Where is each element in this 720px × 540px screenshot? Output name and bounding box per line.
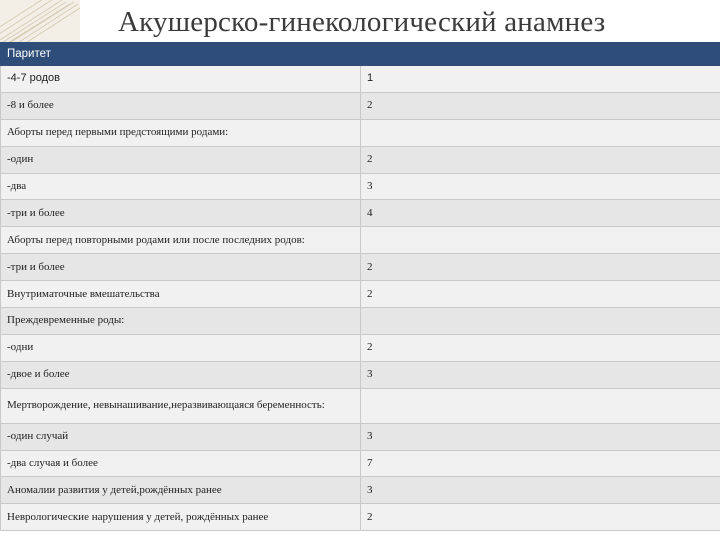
row-score: 7 xyxy=(361,450,720,477)
row-score: 3 xyxy=(361,361,720,388)
table-row xyxy=(1,92,720,119)
row-label: -три и более xyxy=(1,254,361,281)
table-row xyxy=(1,504,720,531)
corner-decoration xyxy=(0,0,80,42)
row-score: 1 xyxy=(361,66,720,93)
row-score: 3 xyxy=(361,423,720,450)
row-score: 2 xyxy=(361,504,720,531)
row-label: Неврологические нарушения у детей, рождённых ранее xyxy=(1,504,361,531)
row-label: -8 и более xyxy=(1,92,361,119)
score-table xyxy=(0,42,720,531)
row-score: 2 xyxy=(361,334,720,361)
row-label: -один xyxy=(1,146,361,173)
row-score xyxy=(361,227,720,254)
table-row xyxy=(1,423,720,450)
table-row xyxy=(1,200,720,227)
row-score: 2 xyxy=(361,92,720,119)
row-score xyxy=(361,308,720,335)
table-row xyxy=(1,361,720,388)
table-row xyxy=(1,119,720,146)
table-header-row xyxy=(1,43,720,66)
row-label: -одни xyxy=(1,334,361,361)
table-row xyxy=(1,66,720,93)
row-score xyxy=(361,388,720,423)
table-row xyxy=(1,308,720,335)
table-row xyxy=(1,254,720,281)
row-score: 2 xyxy=(361,281,720,308)
row-score: 3 xyxy=(361,477,720,504)
table-header: Паритет xyxy=(1,43,720,66)
row-score xyxy=(361,119,720,146)
row-label: -два случая и более xyxy=(1,450,361,477)
table-row xyxy=(1,477,720,504)
row-label: Преждевременные роды: xyxy=(1,308,361,335)
table-row xyxy=(1,388,720,423)
row-score: 3 xyxy=(361,173,720,200)
row-label: Аномалии развития у детей,рождённых ранее xyxy=(1,477,361,504)
row-label: Аборты перед первыми предстоящими родами: xyxy=(1,119,361,146)
row-score: 2 xyxy=(361,146,720,173)
row-label: Мертворождение, невынашивание,неразвивающаяся беременность: xyxy=(1,388,361,423)
row-label: Внутриматочные вмешательства xyxy=(1,281,361,308)
row-label: -два xyxy=(1,173,361,200)
table-row xyxy=(1,227,720,254)
table-row xyxy=(1,450,720,477)
table-row xyxy=(1,334,720,361)
row-score: 4 xyxy=(361,200,720,227)
table-row xyxy=(1,173,720,200)
row-label: -один случай xyxy=(1,423,361,450)
row-score: 2 xyxy=(361,254,720,281)
table-row xyxy=(1,281,720,308)
row-label: Аборты перед повторными родами или после последних родов: xyxy=(1,227,361,254)
row-label: -4-7 родов xyxy=(1,66,361,93)
table-row xyxy=(1,146,720,173)
row-label: -три и более xyxy=(1,200,361,227)
row-label: -двое и более xyxy=(1,361,361,388)
page-title: Акушерско-гинекологический анамнез xyxy=(118,6,606,38)
